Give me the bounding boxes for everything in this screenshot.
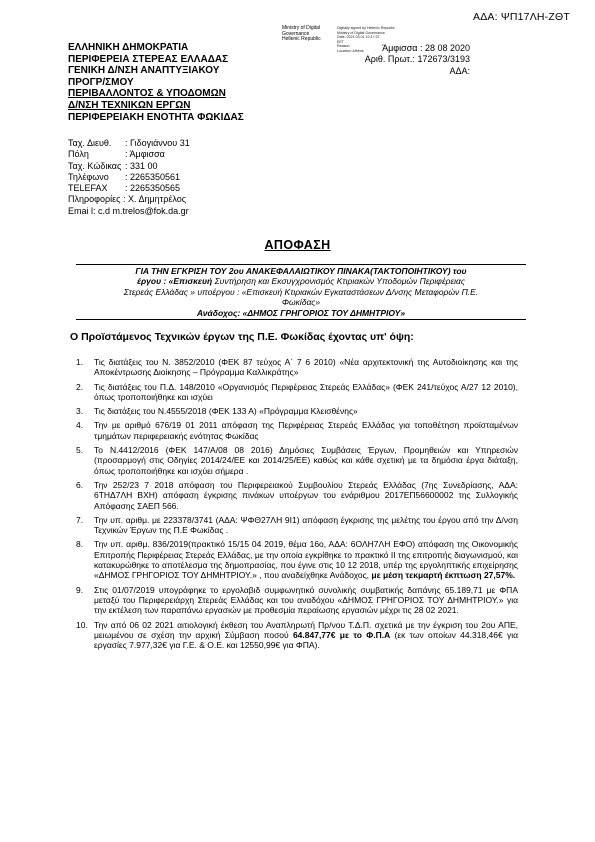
header-line: ΠΕΡΙΦΕΡΕΙΑ ΣΤΕΡΕΑΣ ΕΛΛΑΔΑΣ: [68, 53, 229, 65]
header-line: ΓΕΝΙΚΗ Δ/ΝΣΗ ΑΝΑΠΤΥΞΙΑΚΟΥ: [68, 65, 220, 77]
header-line: ΕΛΛΗΝΙΚΗ ΔΗΜΟΚΡΑΤΙΑ: [68, 42, 189, 53]
item-text: Στις 01/07/2019 υπογράφηκε το εργολαβιδ συμφωνητικό συνολικής συμβατικής δαπάνης 65.189,71 με ΦΠΑ μεταξύ του Περιφερειάρχη Στερεάς Ελλάδας και του αναδόχου «ΔΗΜΟΣ ΓΡΗΓΟΡΙΟΣ ΤΟΥ ΔΗΜΗΤΡΙΟΥ.» για την εκτέλεση των παραπάνω εργασιών με προθεσμία περαίωσης εργασιών μέχρι τις 28 02 2021.: [94, 584, 518, 616]
sig-line: Date: 2021.03.01 10:17:37: [337, 35, 380, 40]
sig-line: Digitally signed by Hellenic Republic: [337, 26, 395, 30]
list-item: [76, 585, 518, 616]
gov-line: Hellenic Republic: [282, 36, 321, 43]
list-item: [76, 357, 518, 378]
address-label: Ταχ. Διευθ.: [68, 138, 112, 148]
item-bold-tail: με μέση τεκμαρτή έκπτωση 27,57%.: [369, 570, 516, 581]
subject-line-2b: Συντήρηση και Εκσυγχρονισμός Κτιριακών Υποδομών Περιφέρειας: [214, 276, 466, 287]
considerations-list: [76, 357, 518, 654]
digital-gov-stamp: [282, 26, 321, 43]
item-number: 3.: [76, 406, 84, 417]
document-reference: [334, 43, 470, 77]
intro-heading: Ο Προϊστάμενος Τεχνικών έργων της Π.Ε. Φωκίδας έχοντας υπ' όψη:: [70, 331, 414, 343]
item-text: Την με αριθμό 676/19 01 2011 απόφαση της Περιφέρειας Στερεάς Ελλάδας για τοποθέτηση προϊσταμένων τμημάτων περιφερειακής ενότητας Φωκίδας: [94, 420, 518, 441]
subject-line-2a: έργου : «Επισκευή: [136, 276, 215, 287]
phone-label: Τηλέφωνο: [68, 171, 109, 182]
header-line: ΠΕΡΙΦΕΡΕΙΑΚΗ ΕΝΟΤΗΤΑ ΦΩΚΙΔΑΣ: [68, 111, 244, 123]
list-item: [76, 420, 518, 441]
doc-date: Άμφισσα : 28 08 2020: [382, 43, 470, 53]
header-line: Δ/ΝΣΗ ΤΕΧΝΙΚΩΝ ΕΡΓΩΝ: [68, 99, 191, 111]
zip-label: Ταχ. Κώδικας: [68, 160, 122, 171]
sig-line: Location: Athens: [337, 48, 364, 53]
item-number: 5.: [76, 445, 84, 456]
list-item: [76, 406, 518, 416]
address-value: : Γιδογιάννου 31: [125, 138, 190, 148]
subject-line-4: Φωκίδας»: [281, 297, 321, 308]
subject-line-3: Στερεάς Ελλάδας » υποέργου : «Επισκευή Κτιριακών Εγκαταστάσεων Δ/νσης Μεταφορών Π.Ε.: [123, 286, 479, 297]
item-number: 1.: [76, 357, 84, 367]
item-bold-tail: 64.847,77€ με το Φ.Π.Α: [288, 629, 391, 640]
gov-line: Governance: [282, 30, 310, 37]
city-value: : Άμφισσα: [125, 149, 165, 160]
item-text: Την από 06 02 2021 αιτιολογική έκθεση του Αναπληρωτή Πρ/νου Τ.Δ.Π. σχετικά με την έγκριση του 2ου ΑΠΕ, μειωμένου σε σχέση την αρχική Σύμβαση ποσού: [94, 619, 518, 640]
item-text: Την 252/23 7 2018 απόφαση του Περιφερειακού Συμβουλίου Στερεάς Ελλάδας (7ης Συνεδρίασης, ΑΔΑ: 6ΤΗΔ7ΛΗ ΒΧΗ) απόφαση έγκρισης πινάκων υποέργων του ενάριθμου 2017ΕΠ56600002 της Συλλογικής Απόφασης ΣΑΕΠ 566.: [94, 479, 518, 511]
fax-label: TELEFAX: [68, 183, 108, 194]
info-person: Πληροφορίες : Χ. Δημητρέλος: [68, 194, 187, 205]
sig-line: Ministry of Digital Governance: [337, 30, 385, 35]
decision-subject: [76, 264, 526, 320]
item-text: Το Ν.4412/2016 (ΦΕΚ 147/Α/08 08 2016) Δημόσιες Συμβάσεις Έργων, Προμηθειών και Υπηρεσιών (προσαρμογή στις Οδηγίες 2014/24/ΕΕ και 2014/25/ΕΕ) καθώς και κάθε σχετική με τα δημόσια έργα διάταξη, όπως τροποποιήθηκε και ισχύει σήμερα .: [94, 445, 518, 476]
document-title: ΑΠΟΦΑΣΗ: [264, 238, 331, 252]
item-text: Την υπ. αριθμ. με 223378/3741 (ΑΔΑ: ΨΦΘ27ΛΗ 9Ι1) απόφαση έγκρισης της μελέτης του έργου από την Δ/νση Τεχνικών Έργων της Π.Ε Φωκίδας .: [94, 514, 518, 536]
item-number: 6.: [76, 479, 84, 490]
item-number: 9.: [76, 584, 84, 595]
zip-value: : 331 00: [125, 160, 158, 171]
item-text: Τις διατάξεις του Ν. 3852/2010 (ΦΕΚ 87 τεύχος Α΄ 7 6 2010) «Νέα αρχιτεκτονική της Αυτοδιοίκησης και της Αποκέντρωσης Διοίκησης – Πρόγραμμα Καλλικράτης»: [94, 357, 518, 378]
list-item: [76, 539, 518, 580]
item-number: 7.: [76, 514, 84, 525]
item-number: 2.: [76, 381, 84, 392]
fax-value: : 2265350565: [125, 183, 181, 194]
city-label: Πόλη: [68, 149, 89, 160]
list-item: [76, 382, 518, 403]
list-item: [76, 515, 518, 536]
item-tail: (εκ των οποίων 44.318,46€ για εργασίες 7.977,32€ για Γ.Ε. & Ο.Ε. και 12550,99€ για ΦΠΑ).: [94, 629, 519, 651]
item-number: 10.: [76, 619, 88, 630]
subject-line-1: ΓΙΑ ΤΗΝ ΕΓΚΡΙΣΗ ΤΟΥ 2ου ΑΝΑΚΕΦΑΛΑΙΩΤΙΚΟΥ ΠΙΝΑΚΑ(ΤΑΚΤΟΠΟΙΗΤΙΚΟΥ) του: [135, 266, 467, 276]
email-link[interactable]: Emai l: c.d m.trelos@fok.da.gr: [68, 205, 189, 216]
header-line: ΠΕΡΙΒΑΛΛΟΝΤΟΣ & ΥΠΟΔΟΜΩΝ: [68, 88, 226, 100]
issuing-authority: [68, 42, 244, 123]
contractor-line: Ανάδοχος: «ΔΗΜΟΣ ΓΡΗΓΟΡΙΟΣ ΤΟΥ ΔΗΜΗΤΡΙΟΥ»: [196, 307, 406, 318]
list-item: [76, 445, 518, 476]
item-number: 8.: [76, 539, 84, 550]
phone-value: : 2265350561: [125, 171, 181, 182]
gov-line: Ministry of Digital: [282, 25, 321, 31]
header-line: ΠΡΟΓΡ/ΣΜΟΥ: [68, 76, 134, 88]
sig-line: EET: [337, 39, 344, 44]
item-text: Τις διατάξεις του Ν.4555/2018 (ΦΕΚ 133 Α) «Πρόγραμμα Κλεισθένης»: [94, 406, 358, 417]
item-text: Τις διατάξεις του Π.Δ. 148/2010 «Οργανισμός Περιφέρειας Στερεάς Ελλάδας» (ΦΕΚ 241/τεύχος Α/27 12 2010), όπως τροποποιήθηκε και ισχύει: [94, 381, 518, 402]
list-item: [76, 620, 518, 651]
contact-details: [68, 138, 190, 217]
ada-field: ΑΔΑ:: [449, 65, 470, 76]
item-number: 4.: [76, 420, 84, 431]
list-item: [76, 480, 518, 511]
sig-line: Reason:: [337, 44, 351, 49]
protocol-number: Αριθ. Πρωτ.: 172673/3193: [364, 54, 470, 65]
item-text: Την υπ. αριθμ. 836/2019(πρακτικό 15/15 04 2019, θέμα 16ο, ΑΔΑ: 6ΟΛΗ7ΛΗ ΕΦΟ) απόφαση της Οικονομικής Επιτροπής Περιφέρειας Στερεάς Ελλάδας, με την οποία εγκρίθηκε το πρακτικό ΙΙ της επιτροπής διαγωνισμού, και κατακυρώθηκε το αποτέλεσμα της δημοπρασίας, που έγινε στις 10 12 2018, υπέρ της εργοληπτικής επιχείρησης «ΔΗΜΟΣ ΓΡΗΓΟΡΙΟΣ ΤΟΥ ΔΗΜΗΤΡΙΟΥ.» , που αναδείχθηκε Ανάδοχος,: [94, 539, 518, 581]
ada-top: ΑΔΑ: ΨΠ17ΛΗ-ΖΘΤ: [473, 11, 570, 23]
